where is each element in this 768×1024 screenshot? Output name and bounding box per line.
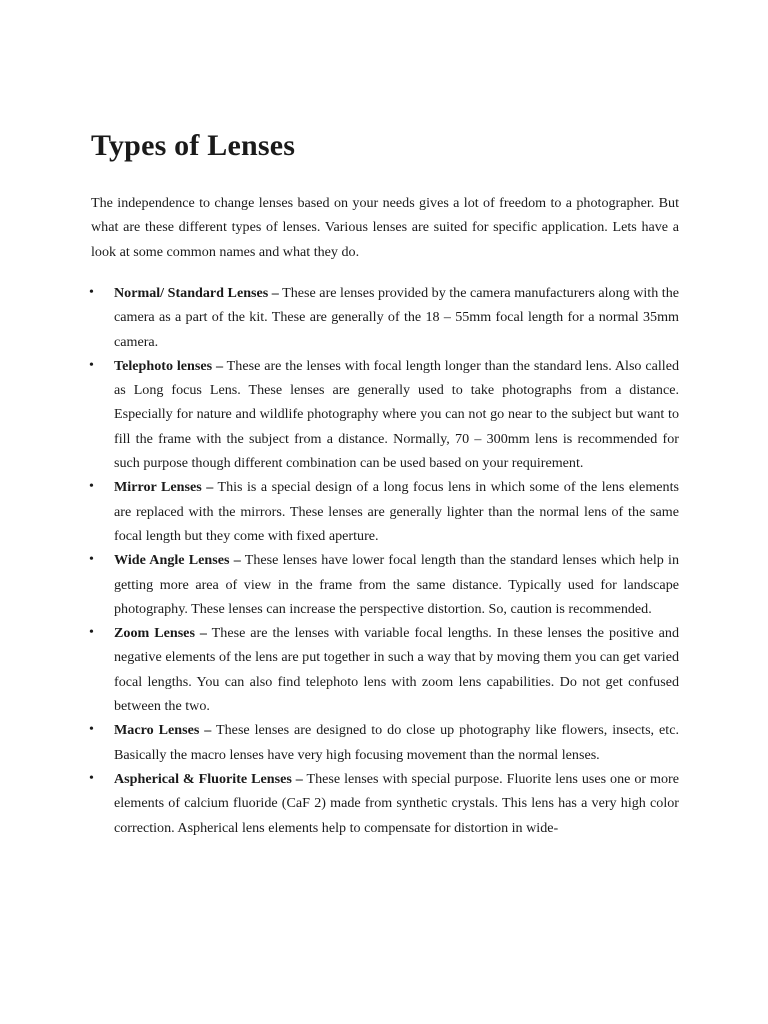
- lens-name: Macro Lenses –: [114, 722, 212, 739]
- list-item-wide-angle-lenses: [91, 548, 679, 621]
- lens-types-list: [91, 281, 679, 840]
- lens-name: Telephoto lenses –: [114, 357, 224, 374]
- lens-name: Normal/ Standard Lenses –: [114, 285, 279, 301]
- list-item-macro-lenses: [91, 718, 679, 767]
- lens-description: These are the lenses with variable focal lengths. In these lenses the positive and negative elements of the lens are put together in such a way that by moving them you can get varied focal lengths. You can also find telephoto lens with zoom lens capabilities. Do not get confused between the two.: [114, 625, 679, 715]
- page-title: Types of Lenses: [91, 129, 296, 162]
- list-item-mirror-lenses: [91, 475, 679, 548]
- lens-description: These are lenses provided by the camera manufacturers along with the camera as a part of the kit. These are generally of the 18 – 55mm focal length for a normal 35mm camera.: [114, 285, 679, 350]
- list-item-normal-standard-lenses: [91, 281, 679, 354]
- lens-name: Aspherical & Fluorite Lenses –: [114, 770, 303, 787]
- bullet-icon: •: [89, 625, 94, 641]
- bullet-icon: •: [89, 357, 94, 373]
- lens-description: This is a special design of a long focus lens in which some of the lens elements are replaced with the mirrors. These lenses are generally lighter than the normal lens of the same focal length but they come with fixed aperture.: [114, 479, 679, 544]
- lens-description: These are the lenses with focal length longer than the standard lens. Also called as Long focus Lens. These lenses are generally used to take photographs from a distance. Especially for nature and wildlife photography where you can not go near to the subject but want to fill the frame with the subject from a distance. Normally, 70 – 300mm lens is recommended for such purpose though different combination can be used based on your requirement.: [114, 357, 680, 472]
- bullet-icon: •: [89, 770, 94, 786]
- lens-name: Zoom Lenses –: [114, 625, 207, 642]
- intro-paragraph: The independence to change lenses based on your needs gives a lot of freedom to a photographer. But what are these different types of lenses. Various lenses are suited for specific application. Lets have a look at some common names and what they do.: [91, 195, 679, 260]
- lens-name: Wide Angle Lenses –: [114, 552, 241, 569]
- list-item-zoom-lenses: [91, 621, 679, 718]
- lens-name: Mirror Lenses –: [114, 479, 214, 496]
- lens-description: These lenses have lower focal length than the standard lenses which help in getting more area of view in the frame from the same distance. Typically used for landscape photography. These lenses can increase the perspective distortion. So, caution is recommended.: [114, 552, 679, 617]
- bullet-icon: •: [89, 552, 94, 568]
- bullet-icon: •: [89, 722, 94, 738]
- bullet-icon: •: [89, 479, 94, 495]
- list-item-telephoto-lenses: [91, 354, 679, 475]
- lens-description: These lenses with special purpose. Fluorite lens uses one or more elements of calcium fluoride (CaF 2) made from synthetic crystals. This lens has a very high color correction. Aspherical lens elements help to compensate for distortion in wide-: [114, 770, 679, 836]
- list-item-aspherical-fluorite-lenses: [91, 767, 679, 840]
- bullet-icon: •: [89, 285, 94, 300]
- lens-description: These lenses are designed to do close up photography like flowers, insects, etc. Basically the macro lenses have very high focusing movement than the normal lenses.: [114, 722, 679, 763]
